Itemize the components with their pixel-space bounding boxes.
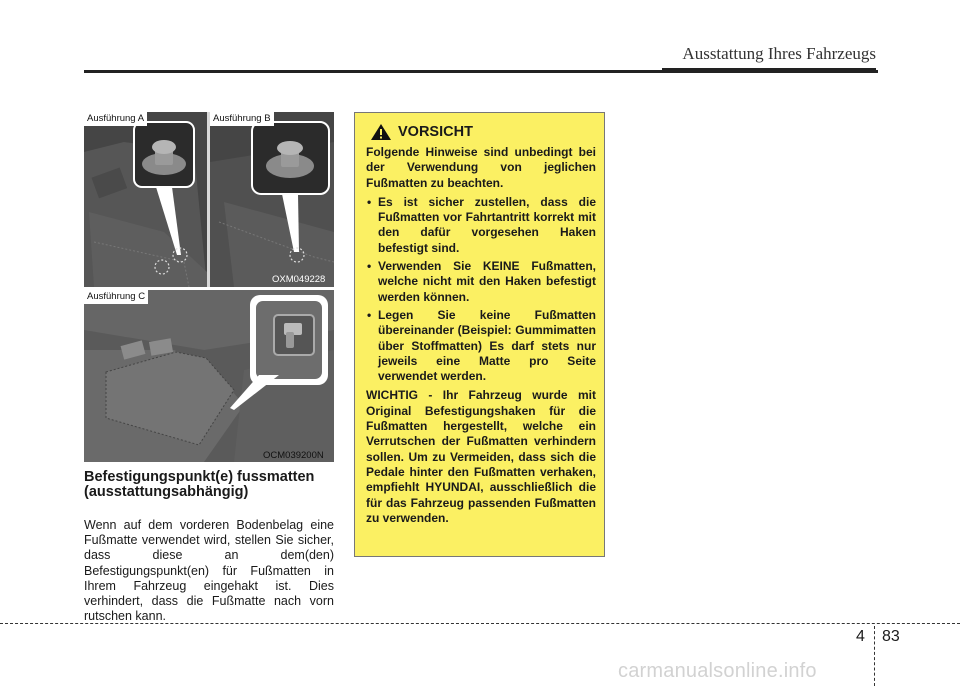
figure-label-c: Ausführung C <box>84 290 148 304</box>
warning-item: • Verwenden Sie KEINE Fußmatten, welche nicht mit den Haken befestigt werden können. <box>366 259 596 305</box>
chapter-number: 4 <box>856 628 865 645</box>
warning-intro: Folgende Hinweise sind unbedingt bei der Verwendung von jeglichen Fußmatten zu beachten. <box>366 145 596 190</box>
warning-list <box>366 195 596 385</box>
warning-item: • Legen Sie keine Fußmatten übereinander (Beispiel: Gummimatten über Stoffmatten) Es darf stets nur jeweils eine Matte pro Seite verwendet werden. <box>366 308 596 384</box>
warning-important: WICHTIG - Ihr Fahrzeug wurde mit Original Befestigungshaken für die Fußmatten hergestellt, welche ein Verrutschen der Fußmatten verhindern sollen. Um zu Vermeiden, dass sich die Pedale hinter den Fußmatten verhaken, empfiehlt HYUNDAI, ausschließlich die für das Fahrzeug passenden Fußmatten zu verwenden. <box>366 388 596 525</box>
floor-hook-illustration-c <box>84 290 334 462</box>
warning-box <box>354 112 605 557</box>
page-number: 83 <box>882 628 900 645</box>
figure-code-bottom: OCM039200N <box>263 450 324 461</box>
figure-bottom <box>84 290 334 462</box>
header-title: Ausstattung Ihres Fahrzeugs <box>682 44 876 63</box>
warning-triangle-icon <box>370 123 392 141</box>
figure-top <box>84 112 334 287</box>
warning-title-row <box>370 123 596 141</box>
warning-title: VORSICHT <box>398 124 473 140</box>
floor-hook-illustration-ab <box>84 112 334 287</box>
section-heading: Befestigungspunkt(e) fussmatten (ausstattungsabhängig) <box>84 469 315 500</box>
footer-rule <box>0 623 960 624</box>
figure-label-a: Ausführung A <box>84 112 147 126</box>
section-body: Wenn auf dem vorderen Bodenbelag eine Fußmatte verwendet wird, stellen Sie sicher, dass diese an dem(den) Befestigungspunkt(en) für Fußmatten in Ihrem Fahrzeug eingehakt ist. Dies verhindert, dass die Fußmatte nach vorn rutschen kann. <box>84 518 334 624</box>
warning-item: • Es ist sicher zustellen, dass die Fußmatten vor Fahrtantritt korrekt mit den dafür vorgesehen Haken befestigt sind. <box>366 195 596 256</box>
figure-label-b: Ausführung B <box>210 112 274 126</box>
watermark: carmanualsonline.info <box>618 660 817 682</box>
figure-code-top: OXM049228 <box>272 274 326 285</box>
page-divider <box>874 626 875 686</box>
header-rule-accent <box>662 68 876 73</box>
